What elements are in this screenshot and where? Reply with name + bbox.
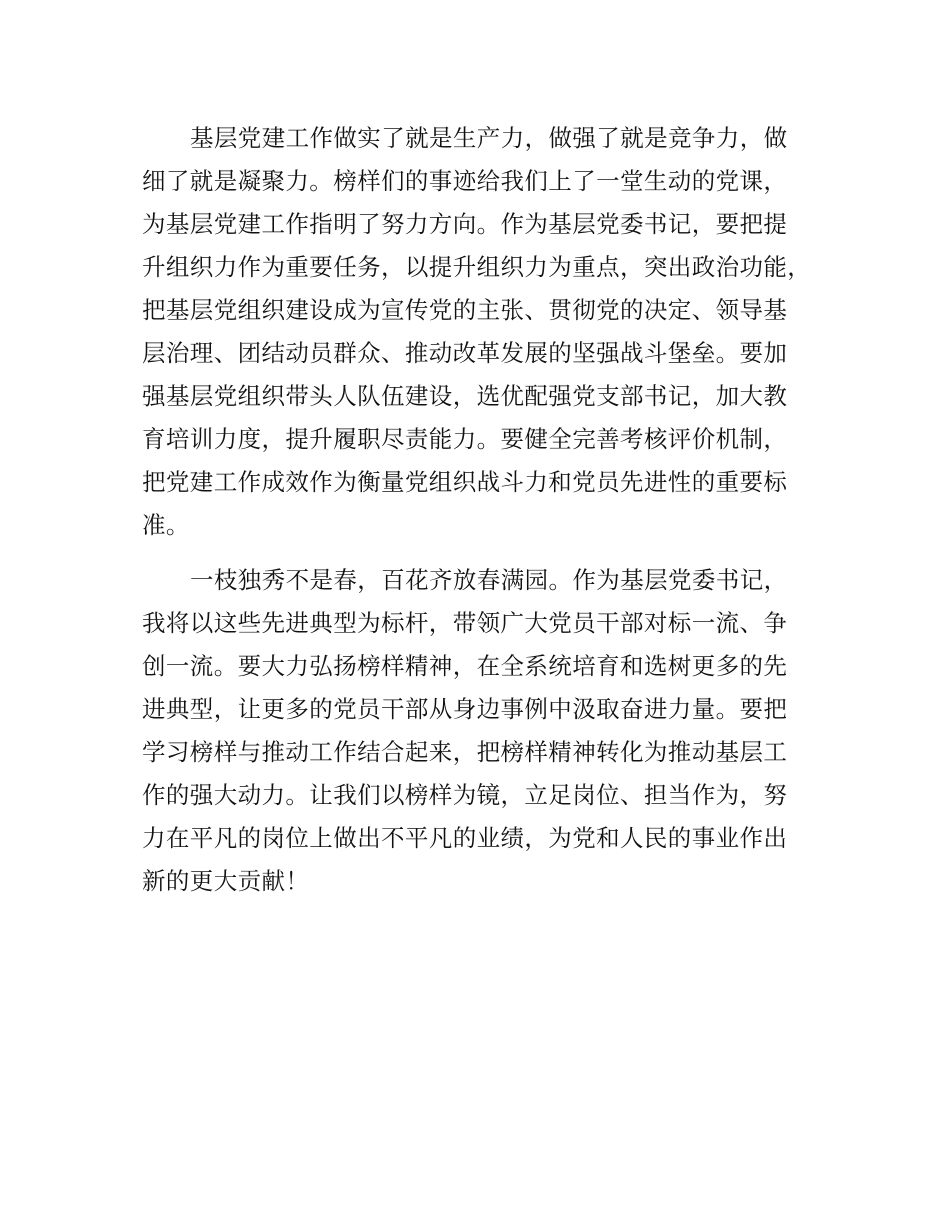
text-line: 作的强大动力。让我们以榜样为镜，立足岗位、担当作为，努 xyxy=(142,781,788,809)
text-line: 新的更大贡献！ xyxy=(142,867,310,895)
text-line: 把党建工作成效作为衡量党组织战斗力和党员先进性的重要标 xyxy=(142,468,788,496)
text-line: 细了就是凝聚力。榜样们的事迹给我们上了一堂生动的党课， xyxy=(142,167,788,195)
paragraph-grassroots-party-building xyxy=(142,117,842,547)
text-line: 我将以这些先进典型为标杆，带领广大党员干部对标一流、争 xyxy=(142,609,788,637)
text-line: 准。 xyxy=(142,511,190,539)
text-line: 一枝独秀不是春，百花齐放春满园。作为基层党委书记， xyxy=(190,566,788,594)
text-line: 层治理、团结动员群众、推动改革发展的坚强战斗堡垒。要加 xyxy=(142,339,788,367)
text-line: 学习榜样与推动工作结合起来，把榜样精神转化为推动基层工 xyxy=(142,738,788,766)
text-line: 进典型，让更多的党员干部从身边事例中汲取奋进力量。要把 xyxy=(142,695,788,723)
paragraph-role-models xyxy=(142,559,842,903)
text-line: 力在平凡的岗位上做出不平凡的业绩，为党和人民的事业作出 xyxy=(142,824,788,852)
text-line: 为基层党建工作指明了努力方向。作为基层党委书记，要把提 xyxy=(142,210,788,238)
text-line: 基层党建工作做实了就是生产力，做强了就是竞争力，做 xyxy=(190,124,788,152)
text-line: 创一流。要大力弘扬榜样精神，在全系统培育和选树更多的先 xyxy=(142,652,788,680)
text-line: 把基层党组织建设成为宣传党的主张、贯彻党的决定、领导基 xyxy=(142,296,788,324)
text-line: 升组织力作为重要任务，以提升组织力为重点，突出政治功能， xyxy=(142,253,812,281)
text-line: 强基层党组织带头人队伍建设，选优配强党支部书记，加大教 xyxy=(142,382,788,410)
text-line: 育培训力度，提升履职尽责能力。要健全完善考核评价机制， xyxy=(142,425,788,453)
